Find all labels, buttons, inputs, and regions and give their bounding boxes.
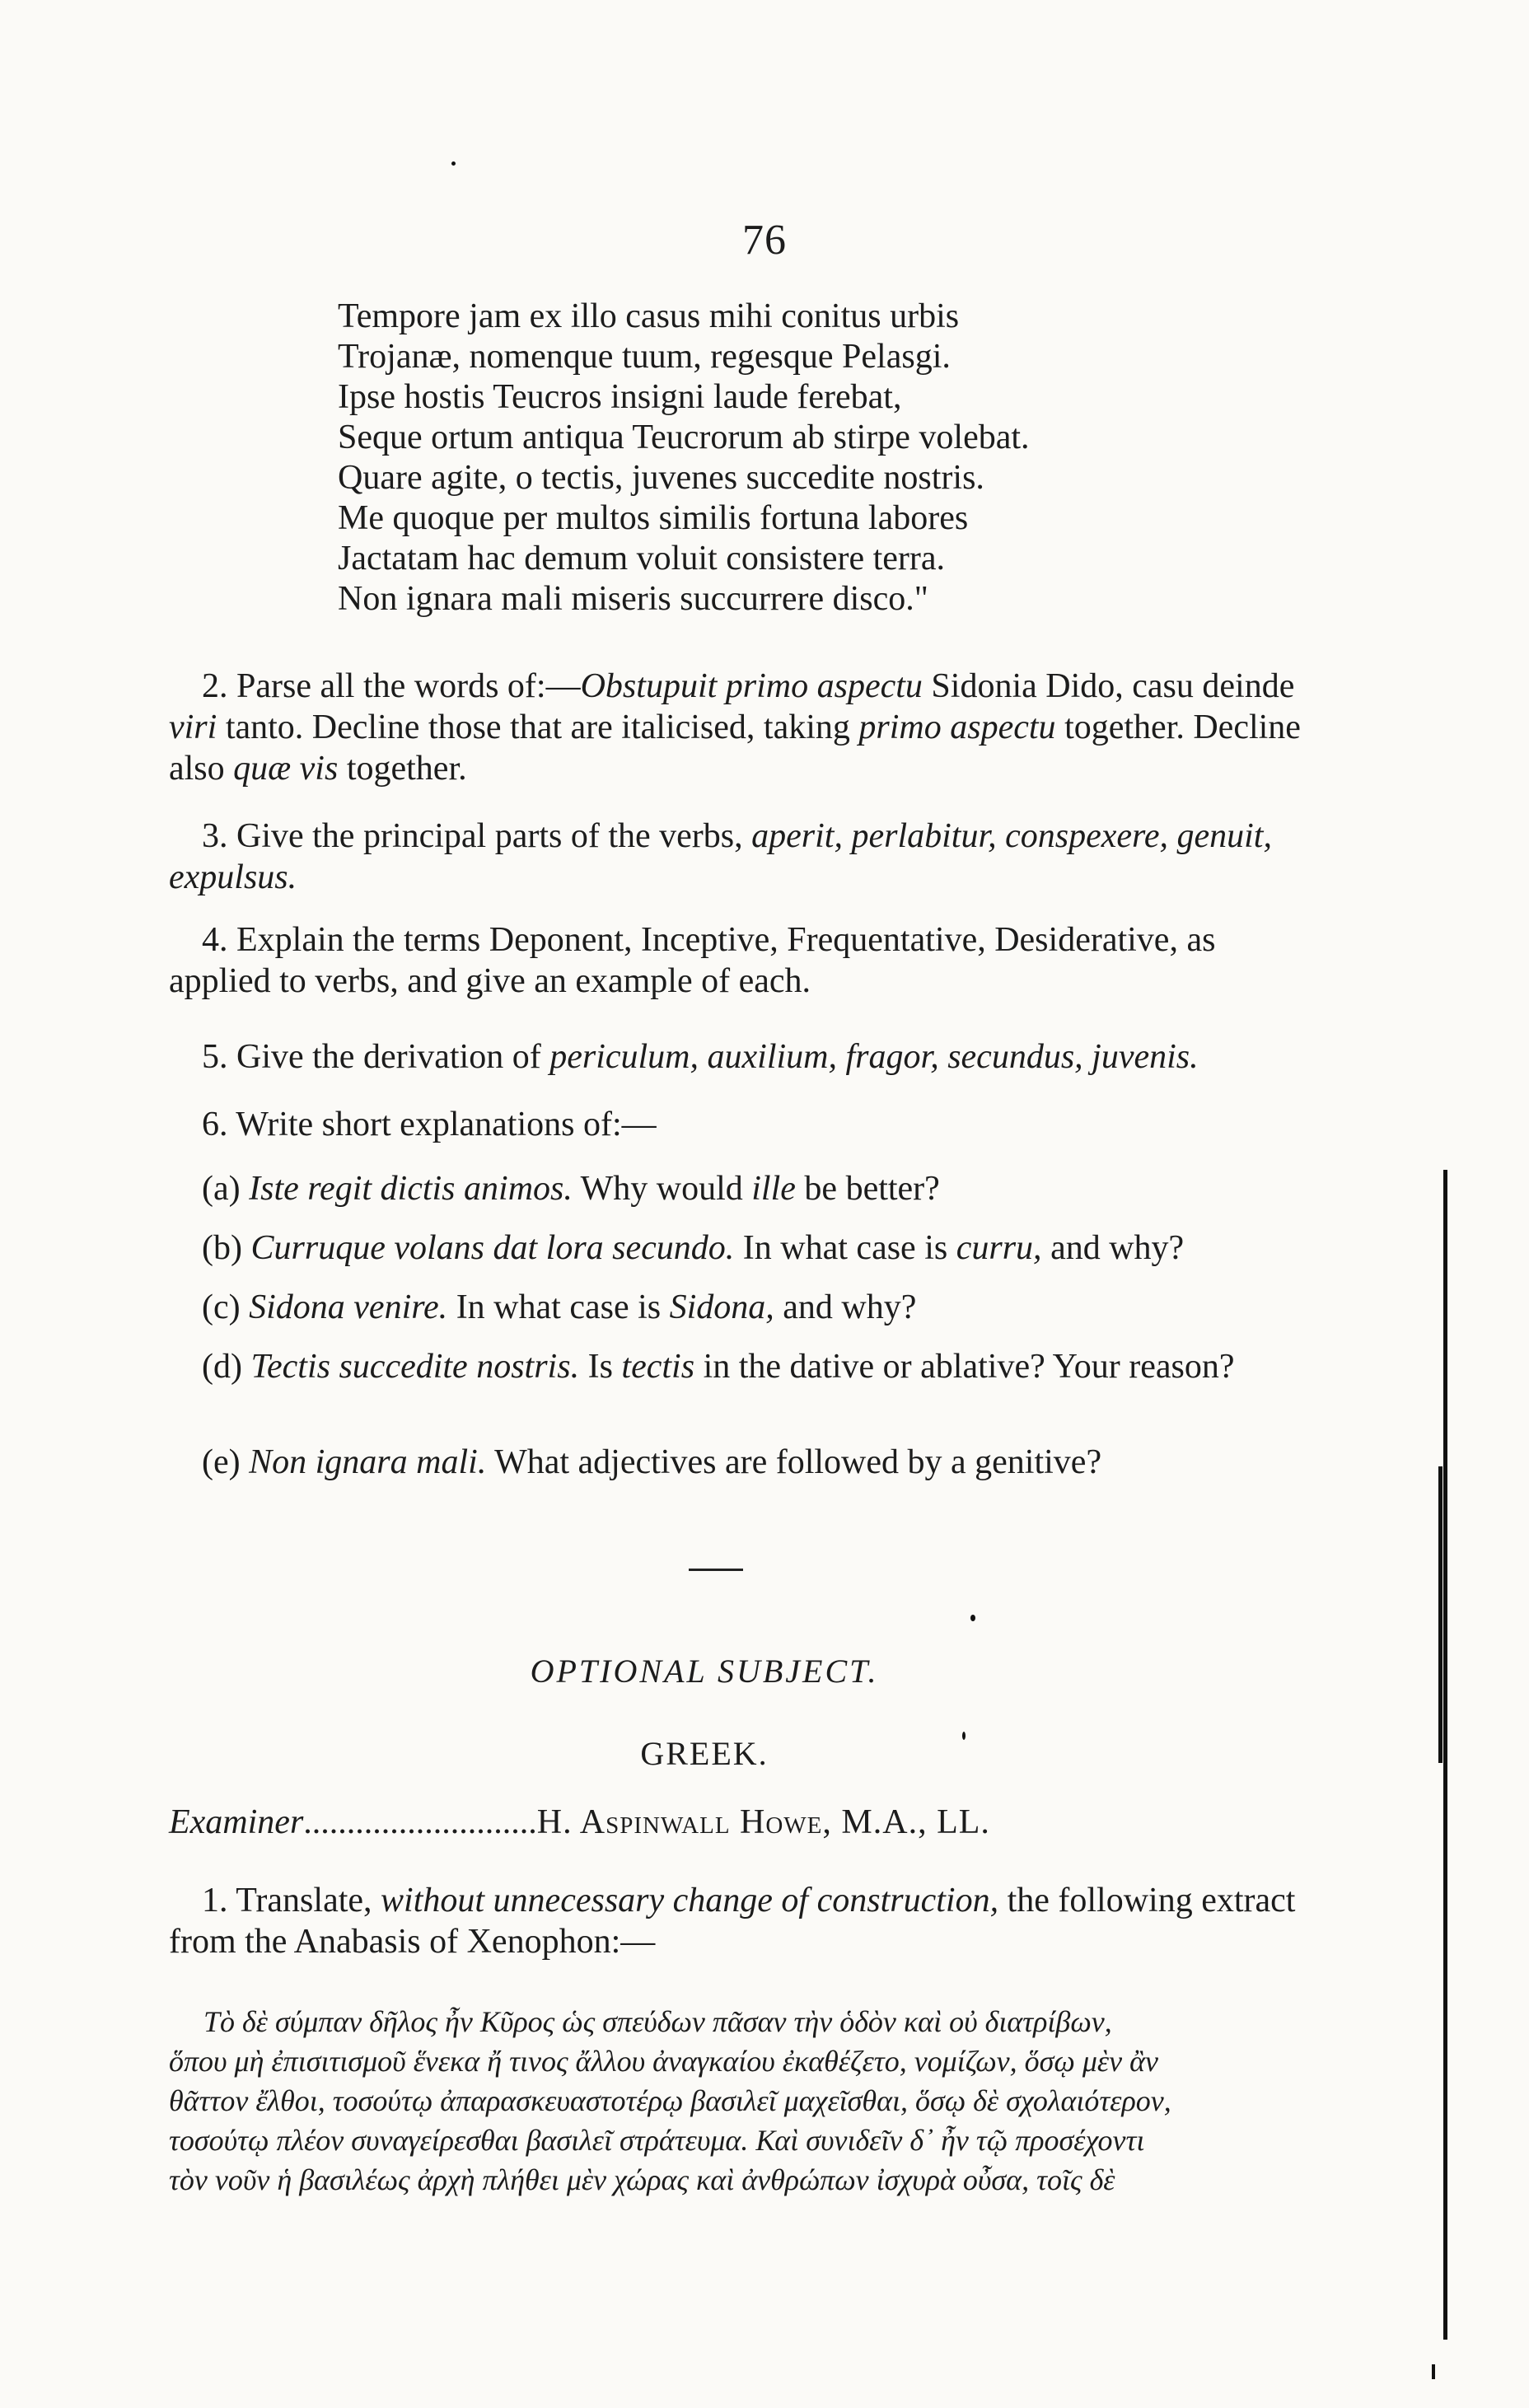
question-text: Is	[579, 1348, 622, 1386]
examiner-line	[169, 1802, 1322, 1842]
optional-subject-heading: OPTIONAL SUBJECT.	[530, 1653, 879, 1690]
question-text: What adjectives are followed by a genitive?	[486, 1443, 1102, 1481]
greek-passage	[169, 2002, 1310, 2200]
latin-term: aperit, perlabitur, conspexere, genuit, expulsus.	[169, 817, 1272, 896]
greek-line: θᾶττον ἔλθοι, τοσούτῳ ἀπαρασκευαστοτέρῳ βασιλεῖ μαχεῖσθαι, ὅσῳ δὲ σχολαιότερον,	[169, 2084, 1171, 2117]
question-6a	[202, 1168, 1318, 1209]
question-text: tanto. Decline those that are italicised, taking	[217, 708, 859, 746]
subject-heading: GREEK.	[640, 1735, 769, 1772]
question-number: 1.	[202, 1882, 228, 1919]
question-text: together. Decline also	[169, 708, 1301, 788]
question-number: 6.	[202, 1106, 228, 1143]
question-text: Explain the terms Deponent, Inceptive, Frequentative, Desiderative, as applied to verbs, and give an example of each.	[169, 921, 1216, 1000]
instruction-italic: without unnecessary change of construction,	[381, 1882, 999, 1919]
margin-ink-speck	[962, 1732, 966, 1740]
verse-line: Quare agite, o tectis, juvenes succedite nostris.	[338, 459, 984, 497]
latin-term: ille	[751, 1170, 796, 1208]
question-text: and why?	[1041, 1229, 1185, 1267]
examiner-label: Examiner	[169, 1803, 304, 1841]
greek-question-1	[169, 1880, 1318, 1962]
question-text: Why would	[572, 1170, 752, 1208]
latin-term: Non ignara mali.	[249, 1443, 487, 1481]
question-3	[169, 816, 1318, 898]
page-number: 76	[742, 217, 787, 264]
sub-question-label: (e)	[202, 1443, 241, 1481]
latin-term: Sidona,	[669, 1288, 774, 1326]
question-number: 4.	[202, 921, 228, 959]
greek-line: τοσούτῳ πλέον συναγείρεσθαι βασιλεῖ στράτευμα. Καὶ συνιδεῖν δ᾽ ἦν τῷ προσέχοντι	[169, 2124, 1145, 2157]
verse-line: Tempore jam ex illo casus mihi conitus urbis	[338, 297, 960, 335]
latin-term: viri	[169, 708, 217, 746]
question-text: be better?	[795, 1170, 940, 1208]
question-number: 2.	[202, 667, 228, 705]
latin-term: primo aspectu	[858, 708, 1056, 746]
question-text: Parse all the words of:—	[236, 667, 581, 705]
greek-line: ὅπου μὴ ἐπισιτισμοῦ ἕνεκα ἤ τινος ἄλλου ἀναγκαίου ἐκαθέζετο, νομίζων, ὅσῳ μὲν ἂν	[169, 2045, 1158, 2078]
greek-line: τὸν νοῦν ἡ βασιλέως ἀρχὴ πλήθει μὲν χώρας καὶ ἀνθρώπων ἰσχυρὰ οὖσα, τοῖς δὲ	[169, 2163, 1115, 2196]
latin-term: Obstupuit primo aspectu	[580, 667, 923, 705]
latin-term: periculum, auxilium, fragor, secundus, juvenis.	[549, 1038, 1199, 1076]
question-4	[169, 919, 1318, 1002]
verse-line: Me quoque per multos similis fortuna labores	[338, 499, 969, 537]
margin-ink-speck	[970, 1615, 975, 1621]
question-text: and why?	[774, 1288, 917, 1326]
verse-line: Seque ortum antiqua Teucrorum ab stirpe volebat.	[338, 418, 1030, 456]
latin-term: Tectis succedite nostris.	[250, 1348, 580, 1386]
latin-term: Iste regit dictis animos.	[249, 1170, 573, 1208]
margin-ink-speck	[1432, 2364, 1435, 2379]
question-6b	[202, 1227, 1318, 1269]
sub-question-label: (d)	[202, 1348, 242, 1386]
latin-term: Sidona venire.	[249, 1288, 448, 1326]
section-divider	[689, 1569, 743, 1571]
margin-ink-line	[1443, 1170, 1447, 2340]
greek-line: Τὸ δὲ σύμπαν δῆλος ἦν Κῦρος ὡς σπεύδων πᾶσαν τὴν ὁδὸν καὶ οὐ διατρίβων,	[203, 2005, 1112, 2038]
latin-verse-block	[338, 297, 1409, 620]
question-6d	[169, 1346, 1318, 1387]
dot-leader: ...........................	[303, 1803, 537, 1841]
latin-term: curru,	[956, 1229, 1042, 1267]
latin-term: tectis	[621, 1348, 695, 1386]
question-6	[169, 1104, 1318, 1145]
question-text: together.	[338, 750, 467, 788]
margin-ink-speck	[451, 161, 456, 166]
margin-ink-line	[1438, 1466, 1442, 1763]
verse-line: Trojanæ, nomenque tuum, regesque Pelasgi.	[338, 338, 951, 376]
question-text: Give the principal parts of the verbs,	[236, 817, 752, 855]
question-text: Write short explanations of:—	[236, 1106, 657, 1143]
latin-term: quæ vis	[233, 750, 339, 788]
question-number: 5.	[202, 1038, 228, 1076]
question-6c	[202, 1287, 1318, 1328]
question-text: in the dative or ablative? Your reason?	[694, 1348, 1235, 1386]
latin-term: Curruque volans dat lora secundo.	[250, 1229, 735, 1267]
sub-question-label: (c)	[202, 1288, 241, 1326]
question-6e	[202, 1442, 1318, 1483]
question-text: In what case is	[447, 1288, 670, 1326]
sub-question-label: (b)	[202, 1229, 242, 1267]
verse-line: Non ignara mali miseris succurrere disco."	[338, 580, 928, 618]
question-5	[169, 1036, 1318, 1078]
question-text: Translate,	[236, 1882, 381, 1919]
sub-question-label: (a)	[202, 1170, 241, 1208]
question-text: the following extract from the Anabasis of Xenophon:—	[169, 1882, 1296, 1961]
question-number: 3.	[202, 817, 228, 855]
question-text: Sidonia Dido, casu deinde	[922, 667, 1295, 705]
verse-line: Ipse hostis Teucros insigni laude ferebat,	[338, 378, 902, 416]
question-text: In what case is	[734, 1229, 956, 1267]
question-2	[169, 666, 1318, 789]
question-text: Give the derivation of	[236, 1038, 550, 1076]
verse-line: Jactatam hac demum voluit consistere terra.	[338, 540, 946, 577]
examiner-name: H. Aspinwall Howe, M.A., LL.	[536, 1803, 990, 1841]
